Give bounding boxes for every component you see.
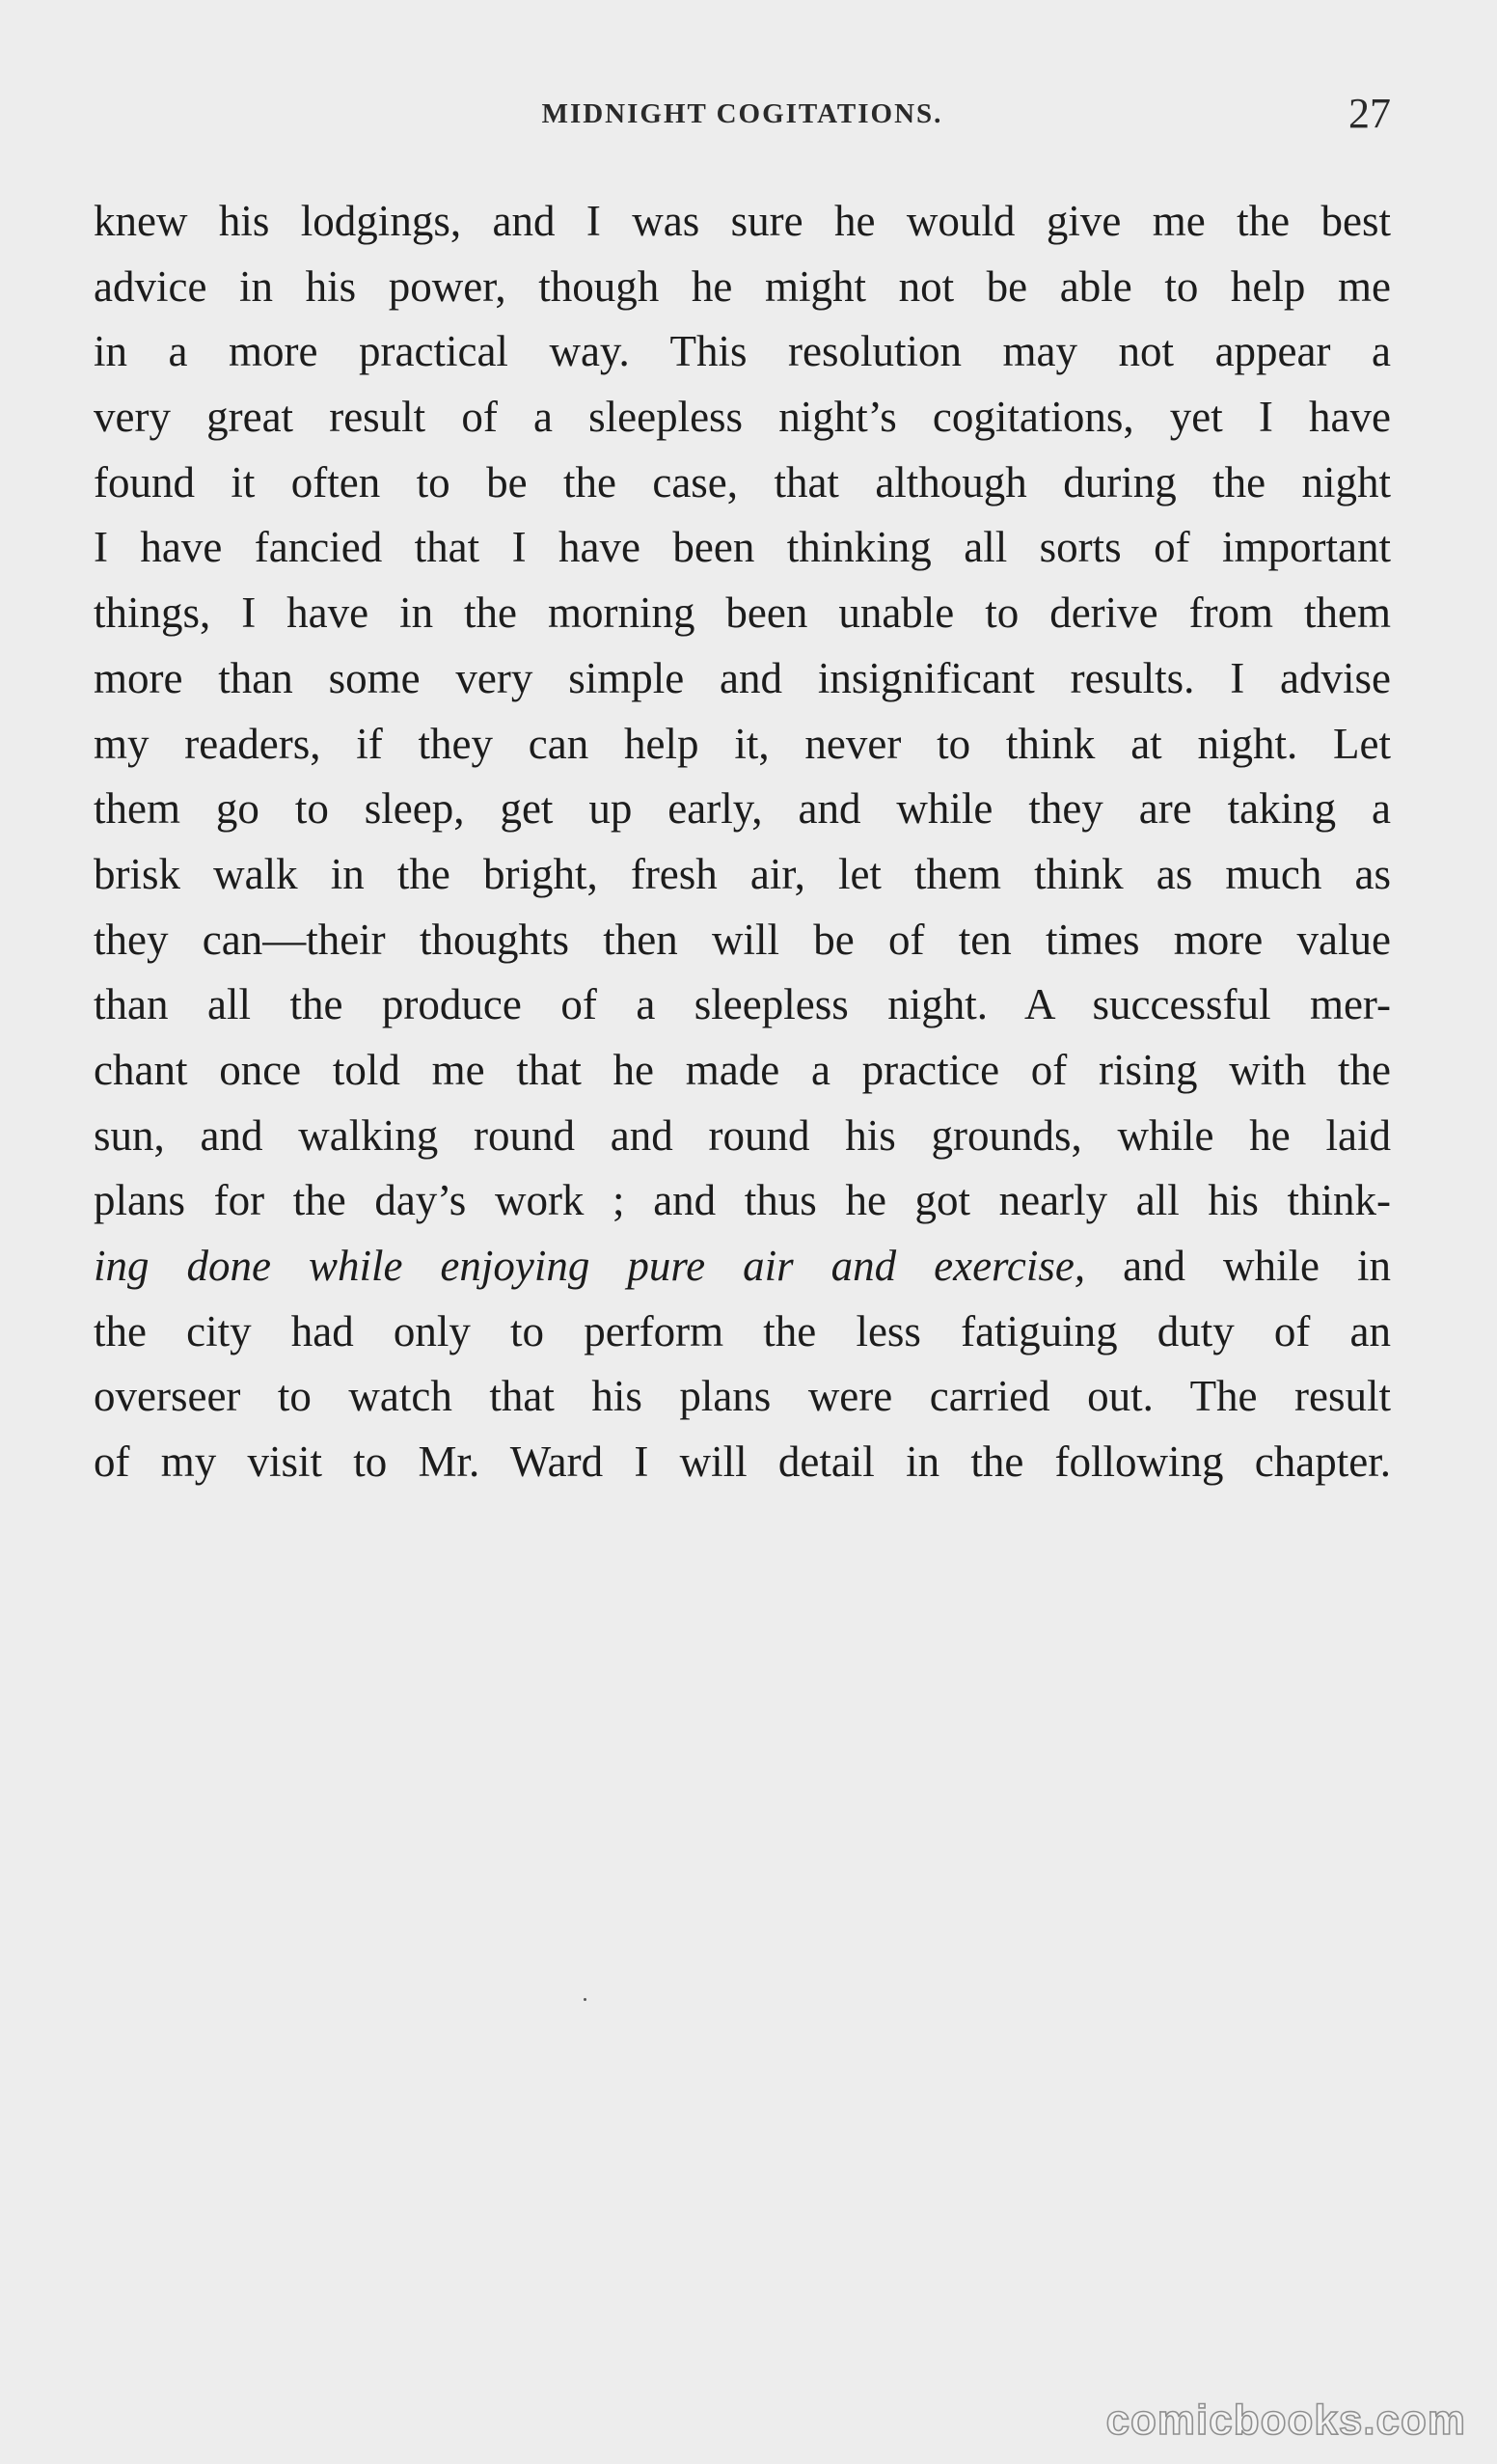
running-title: MIDNIGHT COGITATIONS. [541, 98, 943, 129]
text-line: found it often to be the case, that although during the night [94, 457, 1391, 506]
text-line: the city had only to perform the less fatiguing duty of an [94, 1306, 1391, 1355]
italic-span: ing done while enjoying pure air and exercise, [94, 1242, 1086, 1290]
text-line-italic [94, 1234, 1391, 1300]
text-line: than all the produce of a sleepless night. A successful mer- [94, 980, 1391, 1029]
page-number: 27 [1348, 90, 1391, 137]
text-line-last: of my visit to Mr. Ward I will detail in the following chapter. [94, 1437, 1391, 1487]
text-line: brisk walk in the bright, fresh air, let them think as much as [94, 849, 1391, 898]
text-line: they can—their thoughts then will be of ten times more value [94, 915, 1391, 964]
text-line: I have fancied that I have been thinking all sorts of important [94, 523, 1391, 572]
text-line: them go to sleep, get up early, and while they are taking a [94, 784, 1391, 834]
text-line: chant once told me that he made a practice of rising with the [94, 1045, 1391, 1094]
text-line: sun, and walking round and round his grounds, while he laid [94, 1110, 1391, 1160]
text-line: overseer to watch that his plans were carried out. The result [94, 1372, 1391, 1421]
text-line: things, I have in the morning been unable to derive from them [94, 589, 1391, 638]
plain-span: and while in [1085, 1242, 1391, 1290]
text-line: advice in his power, though he might not be able to help me [94, 261, 1391, 311]
text-line: in a more practical way. This resolution may not appear a [94, 327, 1391, 376]
running-head [94, 89, 1391, 137]
text-line: knew his lodgings, and I was sure he would give me the best [94, 197, 1391, 245]
text-line: plans for the day’s work ; and thus he got nearly all his think- [94, 1176, 1391, 1225]
body-text [94, 189, 1391, 1495]
paper-speck [584, 1998, 586, 2001]
text-line: more than some very simple and insignificant results. I advise [94, 653, 1391, 702]
watermark: comicbooks.com [1105, 2396, 1466, 2444]
text-line: very great result of a sleepless night’s cogitations, yet I have [94, 393, 1391, 442]
text-line: my readers, if they can help it, never to think at night. Let [94, 719, 1391, 768]
